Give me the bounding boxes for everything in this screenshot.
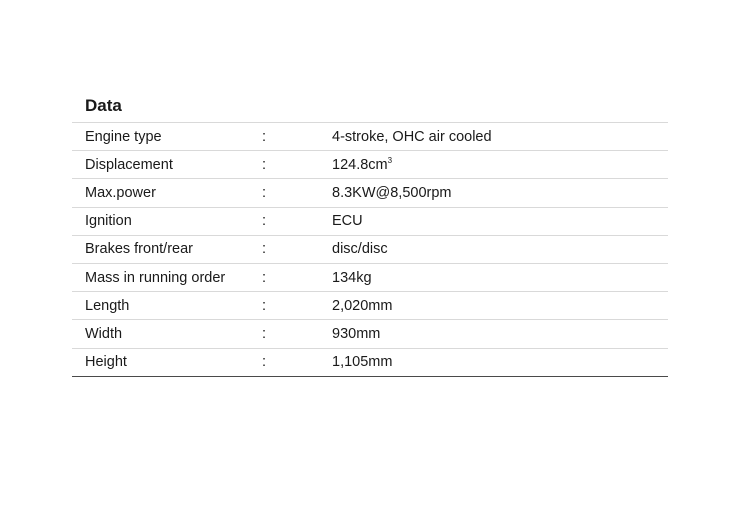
row-value: 1,105mm [332,354,393,371]
row-separator: : [262,184,267,201]
spec-row-height [72,349,668,377]
row-separator: : [262,325,267,342]
spec-row-engine-type [72,123,668,151]
superscript-exponent: 3 [387,155,393,165]
spec-row-max-power [72,179,668,207]
row-separator: : [262,241,267,258]
row-label: Displacement [85,156,173,173]
row-separator: : [262,156,267,173]
spec-block [72,96,668,377]
row-value: 134kg [332,269,372,286]
row-separator: : [262,354,267,371]
row-value: 8.3KW@8,500rpm [332,184,452,201]
row-label: Ignition [85,213,132,230]
spec-table [72,123,668,377]
row-value: ECU [332,213,363,230]
row-separator: : [262,128,267,145]
row-value: 4-stroke, OHC air cooled [332,128,492,145]
row-value: 2,020mm [332,297,393,314]
spec-row-ignition [72,208,668,236]
row-separator: : [262,297,267,314]
row-separator: : [262,269,267,286]
spec-row-brakes [72,236,668,264]
row-value: disc/disc [332,241,388,258]
row-label: Width [85,325,123,342]
spec-row-displacement [72,151,668,179]
row-label: Engine type [85,128,162,145]
spec-row-width [72,320,668,348]
row-label: Length [85,297,130,314]
row-separator: : [262,213,267,230]
row-label: Max.power [85,184,156,201]
spec-title: Data [72,96,668,123]
row-value: $124.8cm^3$ [332,155,393,173]
row-label: Brakes front/rear [85,241,193,258]
row-value: 930mm [332,325,381,342]
spec-row-mass [72,264,668,292]
row-label: Height [85,354,127,371]
spec-row-length [72,292,668,320]
row-label: Mass in running order [85,269,226,286]
